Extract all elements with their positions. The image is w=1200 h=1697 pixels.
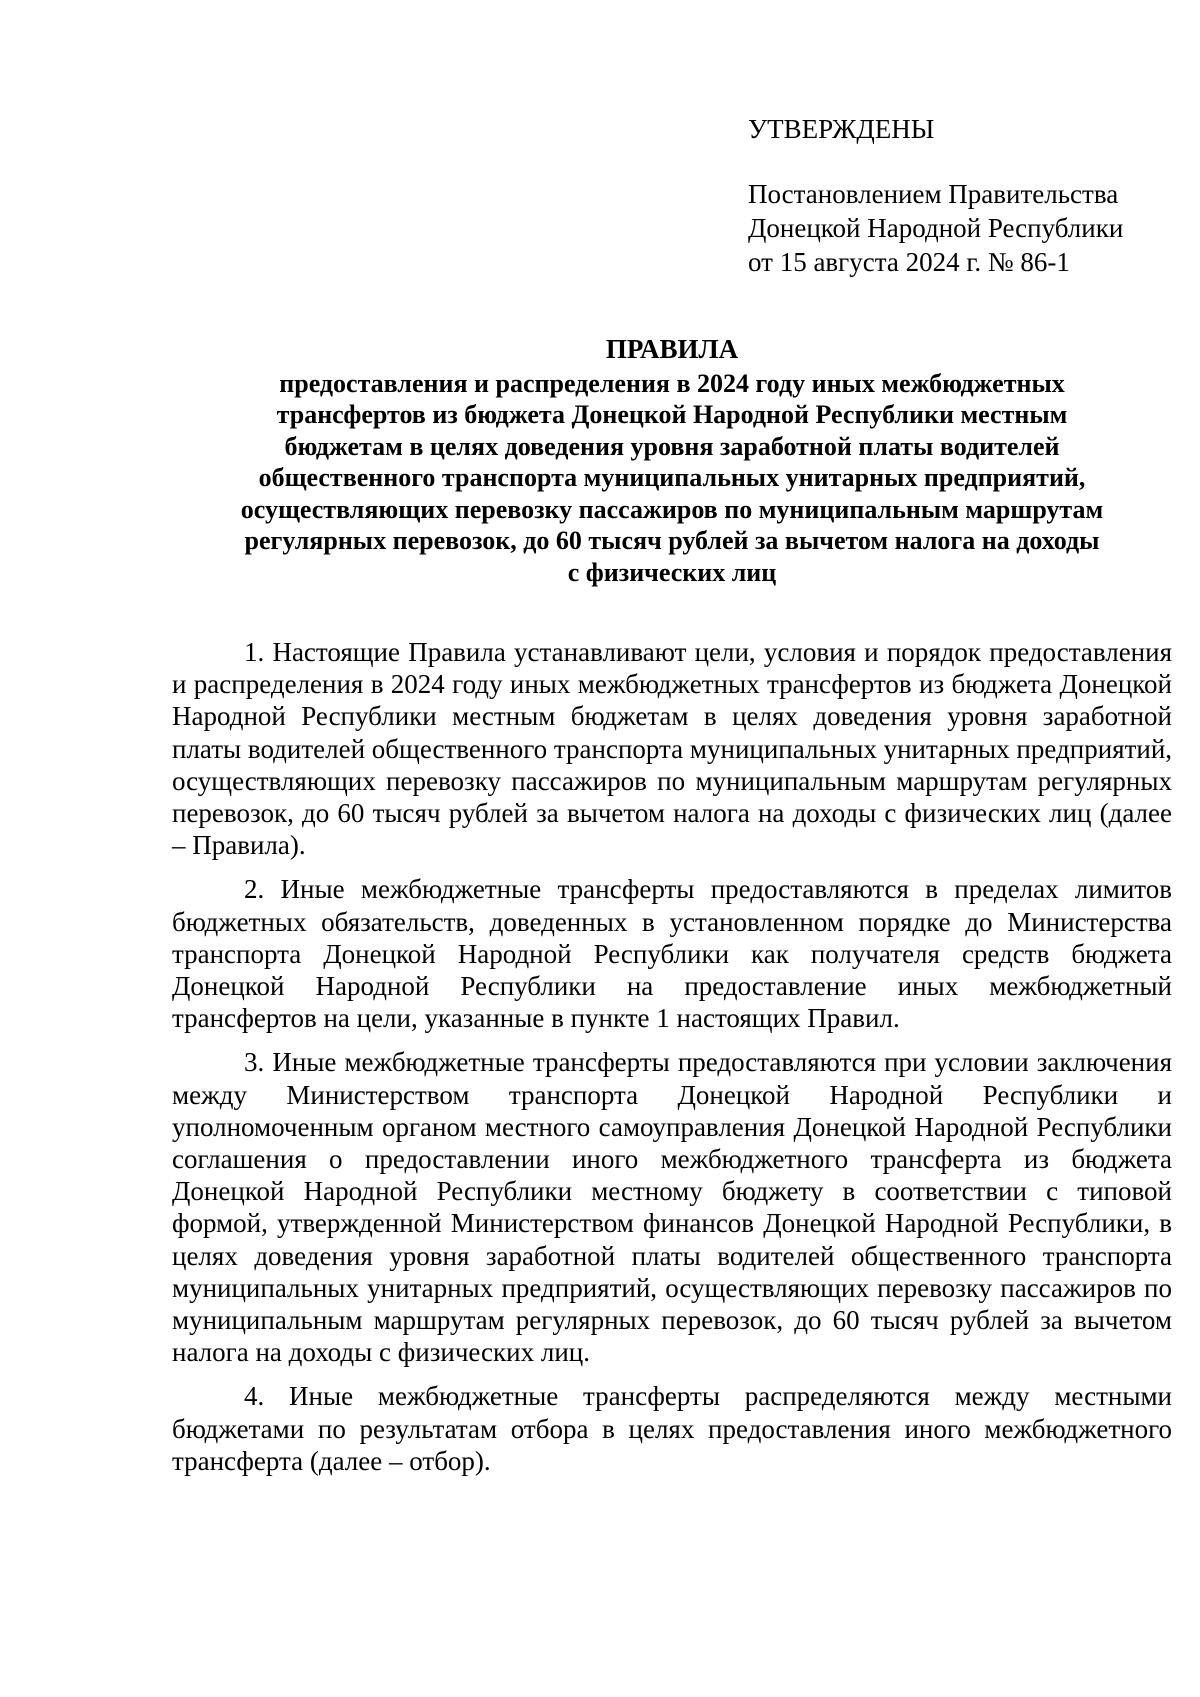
approval-stamp <box>748 112 1168 279</box>
document-subtitle-line: предоставления и распределения в 2024 году иных межбюджетных <box>279 368 1065 398</box>
paragraph-2: 2. Иные межбюджетные трансферты предоставляются в пределах лимитов бюджетных обязательств, доведенных в установленном порядке до Министерства транспорта Донецкой Народной Республики как получателя средств бюджета Донецкой Народной Республики на предоставление иных межбюджетный трансфертов на цели, указанные в пункте 1 настоящих Правил. <box>172 874 1172 1034</box>
document-title: ПРАВИЛА <box>605 334 739 364</box>
document-subtitle-line: бюджетам в целях доведения уровня заработной платы водителей <box>284 431 1060 461</box>
document-title-block <box>172 334 1172 588</box>
approval-line-republic: Донецкой Народной Республики <box>748 213 1124 243</box>
document-body <box>172 636 1172 1489</box>
paragraph-1: 1. Настоящие Правила устанавливают цели, условия и порядок предоставления и распределения в 2024 году иных межбюджетных трансфертов из бюджета Донецкой Народной Республики местным бюджетам в целях доведения уровня заработной платы водителей общественного транспорта муниципальных унитарных предприятий, осуществляющих перевозку пассажиров по муниципальным маршрутам регулярных перевозок, до 60 тысяч рублей за вычетом налога на доходы с физических лиц (далее – Правила). <box>172 637 1173 861</box>
paragraph-4: 4. Иные межбюджетные трансферты распределяются между местными бюджетами по результатам отбора в целях предоставления иного межбюджетного трансферта (далее – отбор). <box>172 1381 1172 1476</box>
approval-line-decree: Постановлением Правительства <box>748 179 1119 209</box>
document-subtitle-line: общественного транспорта муниципальных унитарных предприятий, <box>258 463 1086 492</box>
document-subtitle-line: трансфертов из бюджета Донецкой Народной Республики местным <box>276 400 1068 429</box>
document-subtitle-line: с физических лиц <box>567 557 777 587</box>
approval-line-date: от 15 августа 2024 г. № 86-1 <box>748 247 1070 277</box>
approval-heading: УТВЕРЖДЕНЫ <box>748 114 935 144</box>
paragraph-3: 3. Иные межбюджетные трансферты предоставляются при условии заключения между Министерством транспорта Донецкой Народной Республики и уполномоченным органом местного самоуправления Донецкой Народной Республики соглашения о предоставлении иного межбюджетного трансферта из бюджета Донецкой Народной Республики местному бюджету в соответствии с типовой формой, утвержденной Министерством финансов Донецкой Народной Республики, в целях доведения уровня заработной платы водителей общественного транспорта муниципальных унитарных предприятий, осуществляющих перевозку пассажиров по муниципальным маршрутам регулярных перевозок, до 60 тысяч рублей за вычетом налога на доходы с физических лиц. <box>172 1047 1172 1368</box>
document-subtitle-line: регулярных перевозок, до 60 тысяч рублей за вычетом налога на доходы <box>244 526 1100 555</box>
document-subtitle-line: осуществляющих перевозку пассажиров по муниципальным маршрутам <box>240 494 1104 524</box>
